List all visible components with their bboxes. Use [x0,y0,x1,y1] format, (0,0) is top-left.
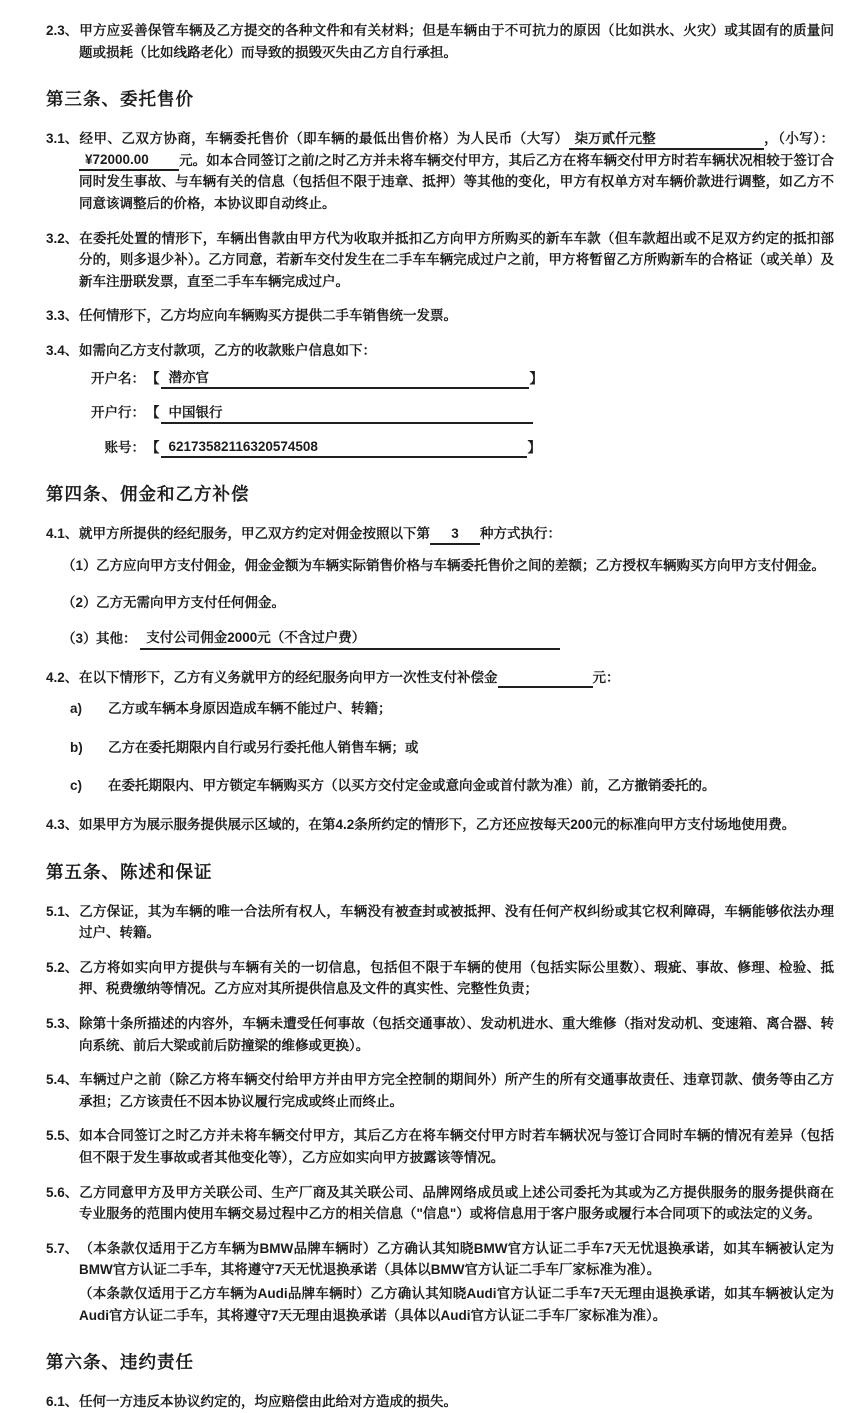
clause-number: 3.1、 [46,131,79,147]
clause-number: 5.6、 [46,1184,79,1200]
clause-text: ，（小写）： [763,131,835,147]
section-4-title: 第四条、佣金和乙方补偿 [46,484,250,505]
clause-number: 5.4、 [46,1072,79,1088]
clause-number: 2.3、 [46,23,79,38]
item-letter: a) [70,701,83,717]
clause-number: 5.5、 [46,1128,79,1144]
clause-text: 在以下情形下，乙方有义务就甲方的经纪服务向甲方一次性支付补偿金 [79,669,498,685]
clause-text: 车辆过户之前（除乙方将车辆交付给甲方并由甲方完全控制的期间外）所产生的所有交通事故责任、违章罚款、债务等由乙方承担；乙方该责任不因本协议履行完成或终止而终止。 [79,1072,834,1109]
clause-text-audi: （本条款仅适用于乙方车辆为Audi品牌车辆时）乙方确认其知晓Audi官方认证二手车7天无理由退换承诺，如其车辆被认定为Audi官方认证二手车，其将遵守7天无理由退换承诺（具体以Audi官方认证二手车厂家标准为准）。 [79,1285,834,1323]
clause-5-5 [46,1125,834,1168]
account-number-label: 账号： [104,439,145,455]
clause-4-1-item-3 [62,628,834,650]
clause-text: 元： [592,669,620,685]
clause-number: 6.1、 [46,1394,79,1410]
clause-5-1 [46,901,834,944]
clause-3-2 [46,228,834,293]
clause-text: 甲方应妥善保管车辆及乙方提交的各种文件和有关材料；但是车辆由于不可抗力的原因（比如洪水、火灾）或其固有的质量问题或损耗（比如线路老化）而导致的损毁灭失由乙方自行承担。 [79,23,834,60]
clause-3-1 [46,128,834,214]
clause-text: 乙方保证，其为车辆的唯一合法所有权人，车辆没有被查封或被抵押、没有任何产权纠纷或其它权利障碍，车辆能够依法办理过户、转籍。 [79,903,834,941]
clause-text: 在委托处置的情形下，车辆出售款由甲方代为收取并抵扣乙方向甲方所购买的新车车款（但车款超出或不足双方约定的抵扣部分的，则多退少补）。乙方同意，若新车交付发生在二手车车辆完成过户之前，甲方将暂留乙方所购新车的合格证（或关单）及新车注册联发票，直至二手车车辆完成过户。 [79,230,834,289]
clause-4-3 [46,814,834,836]
item-number: （1） [62,557,97,573]
clause-number: 3.4、 [46,342,79,358]
close-bracket: 】 [527,439,541,455]
account-name-row [79,368,834,390]
clause-number: 3.2、 [46,230,79,246]
clause-text: 如需向乙方支付款项，乙方的收款账户信息如下： [79,342,376,358]
open-bracket: 【 [146,439,160,455]
item-number: （3） [62,631,97,647]
fill-in-price-figures: ¥72000.00 [79,151,179,171]
clause-4-1-item-2 [62,592,834,614]
section-6-title: 第六条、违约责任 [46,1352,194,1373]
clause-text: 如果甲方为展示服务提供展示区域的，在第4.2条所约定的情形下，乙方还应按每天200元的标准向甲方支付场地使用费。 [79,817,796,833]
item-text: 乙方应向甲方支付佣金，佣金金额为车辆实际销售价格与车辆委托售价之间的差额；乙方授权车辆购买方向甲方支付佣金。 [96,557,825,573]
clause-3-4 [46,340,834,362]
clause-text: 乙方将如实向甲方提供与车辆有关的一切信息，包括但不限于车辆的使用（包括实际公里数）、瑕疵、事故、修理、检验、抵押、税费缴纳等情况。乙方应对其所提供信息及文件的真实性、完整性负责； [79,959,834,997]
section-3-title: 第三条、委托售价 [46,89,194,110]
clause-4-1 [46,523,834,545]
fill-in-compensation-blank [498,686,593,688]
clause-number: 5.3、 [46,1016,79,1032]
clause-4-1-item-1 [62,555,834,577]
clause-4-2 [46,667,834,689]
close-bracket: 】 [529,370,543,386]
fill-in-other-commission: 支付公司佣金2000元（不含过户费） [140,629,560,649]
open-bracket: 【 [146,370,160,386]
clause-5-2 [46,957,834,1000]
clause-5-6 [46,1182,834,1225]
fill-in-price-words: 柒万贰仟元整 [569,130,764,150]
account-number-row [79,437,834,459]
clause-text: 任何情形下，乙方均应向车辆购买方提供二手车销售统一发票。 [79,308,457,324]
account-name-value: 潜亦官 [161,369,529,389]
item-text: 在委托期限内、甲方锁定车辆购买方（以买方交付定金或意向金或首付款为准）前，乙方撤销委托的。 [108,778,716,794]
clause-4-2-item-b [70,737,834,759]
clause-6-1 [46,1391,834,1413]
section-5-title: 第五条、陈述和保证 [46,861,213,882]
clause-text: 就甲方所提供的经纪服务，甲乙双方约定对佣金按照以下第 [79,526,430,542]
clause-number: 5.7、 [46,1240,79,1256]
item-text: 乙方在委托期限内自行或另行委托他人销售车辆；或 [108,739,419,755]
clause-text: 乙方同意甲方及甲方关联公司、生产厂商及其关联公司、品牌网络成员或上述公司委托为其或为乙方提供服务的服务提供商在专业服务的范围内使用车辆交易过程中乙方的相关信息（"信息"）或将信息用于客户服务或履行本合同项下的或法定的义务。 [79,1184,834,1222]
clause-number: 4.2、 [46,669,79,685]
clause-5-4 [46,1069,834,1112]
clause-text: 如本合同签订之时乙方并未将车辆交付甲方，其后乙方在将车辆交付甲方时若车辆状况与签订合同时车辆的情况有差异（包括但不限于发生事故或者其他变化等），乙方应如实向甲方披露该等情况。 [79,1128,834,1165]
clause-number: 4.1、 [46,526,79,542]
clause-4-2-item-a [70,698,834,720]
open-bracket: 【 [146,405,160,421]
item-number: （2） [62,594,97,610]
account-bank-label: 开户行： [91,405,145,421]
clause-5-3 [46,1013,834,1056]
clause-text: 除第十条所描述的内容外，车辆未遭受任何事故（包括交通事故）、发动机进水、重大维修（指对发动机、变速箱、离合器、转向系统、前后大梁或前后防撞梁的维修或更换）。 [79,1016,834,1053]
clause-2-3 [46,20,834,63]
clause-text-bmw: （本条款仅适用于乙方车辆为BMW品牌车辆时）乙方确认其知晓BMW官方认证二手车7天无忧退换承诺，如其车辆被认定为BMW官方认证二手车，其将遵守7天无忧退换承诺（具体以BMW官方认证二手车厂家标准为准）。 [79,1240,834,1278]
fill-in-commission-method: 3 [430,525,480,545]
clause-number: 5.1、 [46,903,79,919]
clause-text: 种方式执行： [480,526,561,542]
clause-number: 5.2、 [46,959,79,975]
account-bank-row [79,402,834,424]
item-letter: c) [70,778,83,794]
item-text: 乙方无需向甲方支付任何佣金。 [96,594,285,610]
item-text: 其他： [96,631,137,647]
clause-text: 元。如本合同签订之前/之时乙方并未将车辆交付甲方，其后乙方在将车辆交付甲方时若车辆状况相较于签订合同时发生事故、与车辆有关的信息（包括但不限于违章、抵押）等其他的变化，甲方有权单方对车辆价款进行调整，如乙方不同意该调整后的价格，本协议即自动终止。 [79,152,834,211]
clause-3-3 [46,305,834,327]
clause-4-2-item-c [70,775,834,797]
account-number-value: 62173582116320574508 [161,438,527,458]
item-text: 乙方或车辆本身原因造成车辆不能过户、转籍； [108,701,392,717]
clause-text: 经甲、乙双方协商，车辆委托售价（即车辆的最低出售价格）为人民币（大写） [79,131,569,147]
item-letter: b) [70,739,83,755]
clause-text: 任何一方违反本协议约定的，均应赔偿由此给对方造成的损失。 [79,1394,457,1410]
clause-number: 4.3、 [46,817,79,833]
clause-5-7 [46,1238,834,1326]
account-name-label: 开户名： [91,370,145,386]
clause-number: 3.3、 [46,308,79,324]
account-bank-value: 中国银行 [161,404,533,424]
